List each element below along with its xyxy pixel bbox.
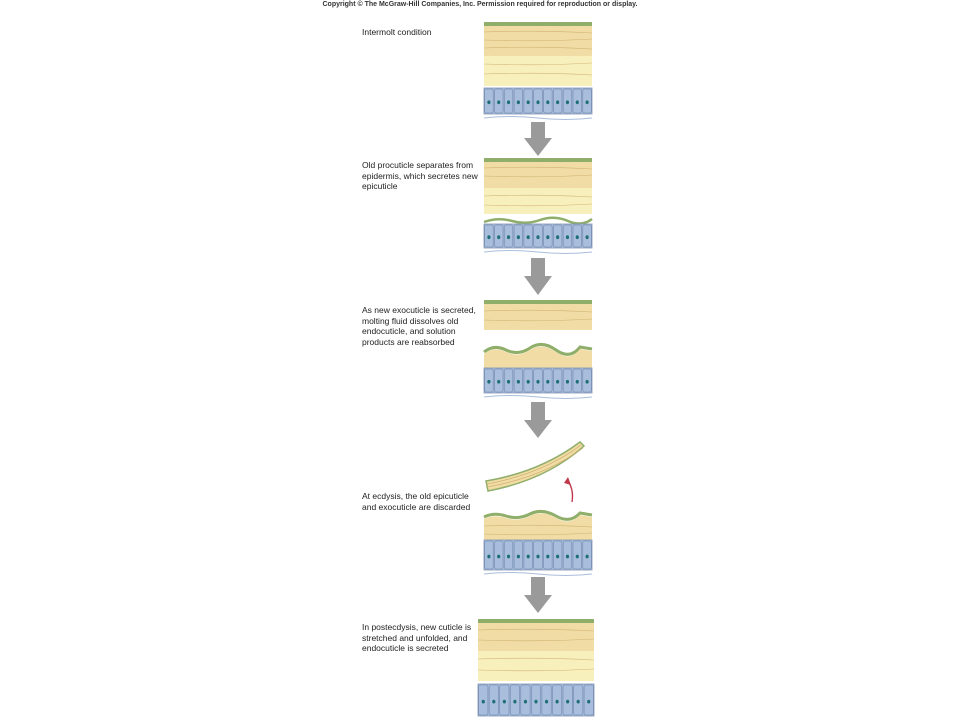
down-arrow-icon [524, 402, 552, 438]
cell-nucleus [527, 100, 530, 104]
cell-nucleus [546, 555, 549, 559]
cell-nucleus [492, 700, 495, 704]
cell-nucleus [566, 235, 569, 239]
endocuticle-layer [484, 56, 592, 86]
cell-nucleus [587, 700, 590, 704]
cell-nucleus [556, 235, 559, 239]
panel-ecdysis [484, 442, 592, 576]
panel-separation [484, 158, 592, 254]
cell-nucleus [546, 235, 549, 239]
new-epicuticle [484, 218, 592, 224]
cell-nucleus [546, 100, 549, 104]
exocuticle-layer [478, 623, 594, 651]
cell-nucleus [487, 380, 490, 384]
cell-nucleus [517, 100, 520, 104]
cell-nucleus [576, 555, 579, 559]
panel-exocuticle-secretion [484, 300, 592, 399]
step-label-intermolt: Intermolt condition [362, 27, 432, 37]
cell-nucleus [517, 235, 520, 239]
epicuticle-layer [484, 158, 592, 162]
cell-nucleus [556, 380, 559, 384]
panel-intermolt [484, 22, 592, 120]
cell-nucleus [566, 555, 569, 559]
cell-nucleus [517, 380, 520, 384]
cell-nucleus [497, 100, 500, 104]
cell-nucleus [545, 700, 548, 704]
cell-nucleus [555, 700, 558, 704]
cell-nucleus [566, 100, 569, 104]
cell-nucleus [546, 380, 549, 384]
exocuticle-layer [484, 304, 592, 330]
epicuticle-layer [484, 22, 592, 26]
endocuticle-layer [478, 651, 594, 681]
down-arrow-icon [524, 122, 552, 156]
cell-nucleus [566, 700, 569, 704]
step-label-exocuticle-secretion: As new exocuticle is secreted, molting fluid dissolves old endocuticle, and solution products are reabsorbed [362, 305, 476, 347]
cell-nucleus [487, 100, 490, 104]
cell-nucleus [517, 555, 520, 559]
cell-nucleus [577, 700, 580, 704]
cell-nucleus [527, 380, 530, 384]
epicuticle-layer [478, 619, 594, 623]
cell-nucleus [507, 235, 510, 239]
down-arrow-icon [524, 577, 552, 613]
step-label-postecdysis: In postecdysis, new cuticle is stretched and unfolded, and endocuticle is secreted [362, 622, 472, 653]
cell-nucleus [556, 555, 559, 559]
cell-nucleus [524, 700, 527, 704]
exocuticle-layer [484, 162, 592, 188]
cell-nucleus [507, 380, 510, 384]
cell-nucleus [536, 235, 539, 239]
cell-nucleus [527, 235, 530, 239]
cell-nucleus [536, 555, 539, 559]
cell-nucleus [585, 235, 588, 239]
cell-nucleus [556, 100, 559, 104]
cell-nucleus [536, 380, 539, 384]
endocuticle-layer [484, 188, 592, 214]
cell-nucleus [513, 700, 516, 704]
epicuticle-layer [484, 300, 592, 304]
cell-nucleus [527, 555, 530, 559]
cell-nucleus [503, 700, 506, 704]
cell-nucleus [585, 555, 588, 559]
panel-postecdysis [478, 619, 594, 716]
cell-nucleus [482, 700, 485, 704]
cell-nucleus [585, 380, 588, 384]
copyright-notice: Copyright © The McGraw-Hill Companies, Inc. Permission required for reproduction or display. [322, 1, 638, 8]
step-label-ecdysis: At ecdysis, the old epicuticle and exocuticle are discarded [362, 491, 471, 512]
cell-nucleus [536, 100, 539, 104]
step-label-separation: Old procuticle separates from epidermis, which secretes new epicuticle [362, 160, 478, 191]
cell-nucleus [576, 100, 579, 104]
cell-nucleus [497, 380, 500, 384]
cell-nucleus [534, 700, 537, 704]
cell-nucleus [507, 555, 510, 559]
cell-nucleus [487, 555, 490, 559]
cell-nucleus [487, 235, 490, 239]
cell-nucleus [566, 380, 569, 384]
cell-nucleus [497, 235, 500, 239]
cell-nucleus [585, 100, 588, 104]
cell-nucleus [576, 235, 579, 239]
down-arrow-icon [524, 258, 552, 295]
cell-nucleus [497, 555, 500, 559]
cell-nucleus [507, 100, 510, 104]
cell-nucleus [576, 380, 579, 384]
